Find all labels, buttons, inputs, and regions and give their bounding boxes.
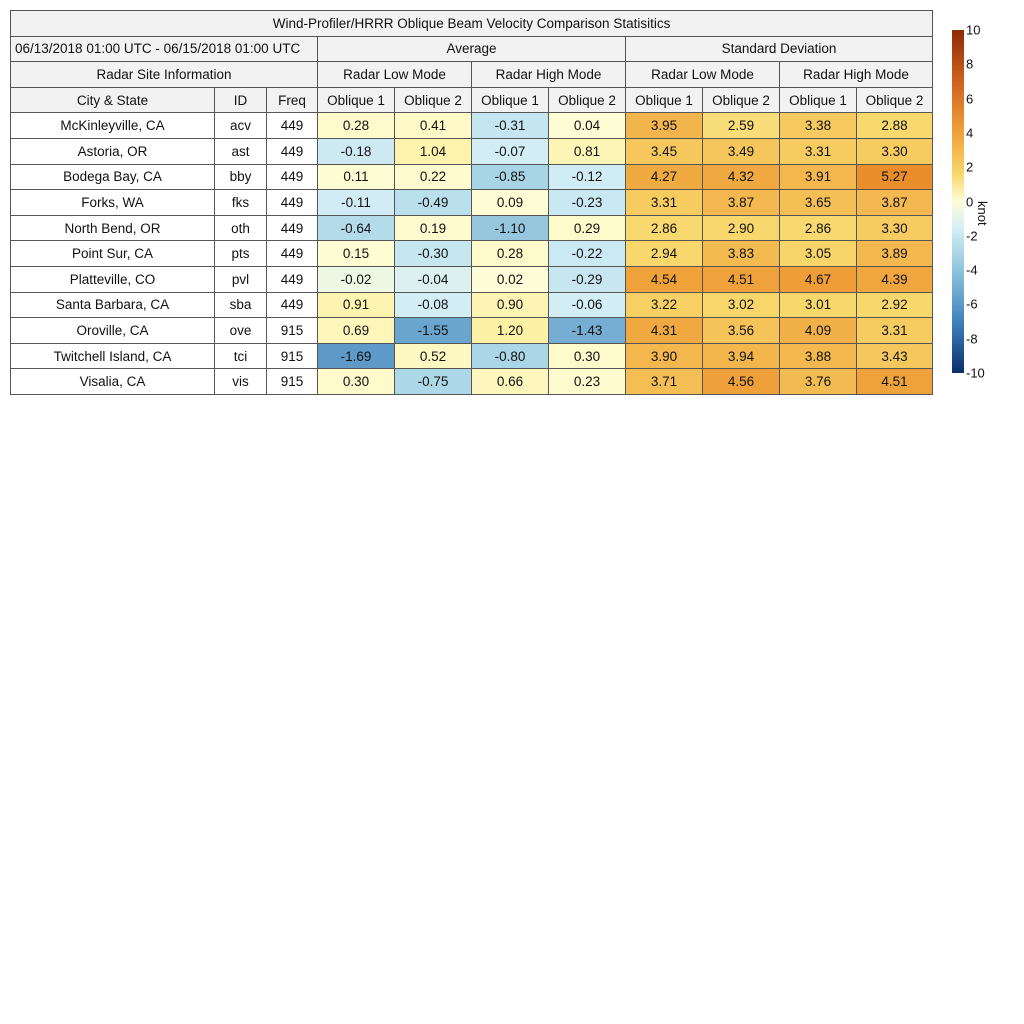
column-header-oblique: Oblique 2 [857, 87, 933, 113]
value-cell: 3.49 [703, 138, 780, 164]
column-header-city: City & State [11, 87, 215, 113]
id-cell: sba [215, 292, 267, 318]
column-header-freq: Freq [267, 87, 318, 113]
value-cell: 0.15 [318, 241, 395, 267]
value-cell: 0.28 [472, 241, 549, 267]
value-cell: 0.19 [395, 215, 472, 241]
value-cell: 1.04 [395, 138, 472, 164]
value-cell: 0.28 [318, 113, 395, 139]
freq-cell: 449 [267, 164, 318, 190]
colorbar-tick: -2 [966, 228, 978, 244]
column-header-oblique: Oblique 1 [318, 87, 395, 113]
colorbar-tick: 4 [966, 125, 974, 141]
avg-low-mode-header: Radar Low Mode [318, 62, 472, 88]
table-row [11, 113, 933, 139]
freq-cell: 449 [267, 292, 318, 318]
value-cell: 2.92 [857, 292, 933, 318]
value-cell: 3.45 [626, 138, 703, 164]
value-cell: 0.09 [472, 190, 549, 216]
value-cell: 3.88 [780, 343, 857, 369]
table-row [11, 318, 933, 344]
value-cell: 3.56 [703, 318, 780, 344]
value-cell: -0.85 [472, 164, 549, 190]
value-cell: 3.76 [780, 369, 857, 395]
value-cell: 2.86 [626, 215, 703, 241]
value-cell: 0.30 [318, 369, 395, 395]
value-cell: 4.31 [626, 318, 703, 344]
value-cell: 3.22 [626, 292, 703, 318]
value-cell: 3.02 [703, 292, 780, 318]
value-cell: -0.23 [549, 190, 626, 216]
colorbar-tick: -6 [966, 296, 978, 312]
value-cell: 3.83 [703, 241, 780, 267]
city-cell: Forks, WA [11, 190, 215, 216]
table-row [11, 266, 933, 292]
city-cell: Point Sur, CA [11, 241, 215, 267]
value-cell: 3.89 [857, 241, 933, 267]
value-cell: -0.06 [549, 292, 626, 318]
freq-cell: 449 [267, 190, 318, 216]
value-cell: 0.30 [549, 343, 626, 369]
value-cell: 3.87 [703, 190, 780, 216]
colorbar-gradient [952, 30, 964, 373]
value-cell: -1.10 [472, 215, 549, 241]
value-cell: 3.30 [857, 138, 933, 164]
value-cell: 2.94 [626, 241, 703, 267]
value-cell: -0.29 [549, 266, 626, 292]
city-cell: Platteville, CO [11, 266, 215, 292]
value-cell: 3.31 [626, 190, 703, 216]
colorbar-label: knot [975, 201, 990, 226]
value-cell: 0.29 [549, 215, 626, 241]
statistics-table [10, 10, 933, 395]
value-cell: 0.90 [472, 292, 549, 318]
freq-cell: 449 [267, 266, 318, 292]
id-cell: ast [215, 138, 267, 164]
id-cell: acv [215, 113, 267, 139]
column-header-oblique: Oblique 2 [395, 87, 472, 113]
std-low-mode-header: Radar Low Mode [626, 62, 780, 88]
value-cell: 4.39 [857, 266, 933, 292]
table-row [11, 369, 933, 395]
value-cell: -0.04 [395, 266, 472, 292]
value-cell: -0.80 [472, 343, 549, 369]
table-row [11, 292, 933, 318]
value-cell: -0.30 [395, 241, 472, 267]
average-header: Average [318, 36, 626, 62]
value-cell: 0.22 [395, 164, 472, 190]
value-cell: -0.49 [395, 190, 472, 216]
value-cell: -0.11 [318, 190, 395, 216]
colorbar-tick: -8 [966, 331, 978, 347]
city-cell: McKinleyville, CA [11, 113, 215, 139]
value-cell: -0.64 [318, 215, 395, 241]
value-cell: 2.88 [857, 113, 933, 139]
value-cell: 4.27 [626, 164, 703, 190]
table-row [11, 138, 933, 164]
table-row [11, 215, 933, 241]
value-cell: 0.66 [472, 369, 549, 395]
value-cell: 4.32 [703, 164, 780, 190]
avg-high-mode-header: Radar High Mode [472, 62, 626, 88]
column-header-oblique: Oblique 1 [472, 87, 549, 113]
freq-cell: 915 [267, 369, 318, 395]
value-cell: -1.69 [318, 343, 395, 369]
value-cell: -0.22 [549, 241, 626, 267]
freq-cell: 915 [267, 343, 318, 369]
id-cell: ove [215, 318, 267, 344]
table-body [11, 113, 933, 395]
city-cell: Astoria, OR [11, 138, 215, 164]
id-cell: tci [215, 343, 267, 369]
value-cell: 3.43 [857, 343, 933, 369]
id-cell: bby [215, 164, 267, 190]
colorbar-tick: 6 [966, 91, 974, 107]
value-cell: 3.05 [780, 241, 857, 267]
value-cell: 3.31 [857, 318, 933, 344]
city-cell: Oroville, CA [11, 318, 215, 344]
value-cell: 0.02 [472, 266, 549, 292]
value-cell: 0.81 [549, 138, 626, 164]
colorbar-tick: 2 [966, 159, 974, 175]
city-cell: Bodega Bay, CA [11, 164, 215, 190]
column-header-oblique: Oblique 2 [549, 87, 626, 113]
value-cell: 2.90 [703, 215, 780, 241]
value-cell: 2.86 [780, 215, 857, 241]
freq-cell: 449 [267, 113, 318, 139]
value-cell: 4.09 [780, 318, 857, 344]
date-range: 06/13/2018 01:00 UTC - 06/15/2018 01:00 UTC [11, 36, 318, 62]
value-cell: 4.51 [703, 266, 780, 292]
value-cell: 3.01 [780, 292, 857, 318]
table-row [11, 190, 933, 216]
value-cell: -0.08 [395, 292, 472, 318]
std-header: Standard Deviation [626, 36, 933, 62]
value-cell: 3.91 [780, 164, 857, 190]
site-info-header: Radar Site Information [11, 62, 318, 88]
id-cell: pts [215, 241, 267, 267]
value-cell: -0.31 [472, 113, 549, 139]
value-cell: -0.07 [472, 138, 549, 164]
value-cell: 4.51 [857, 369, 933, 395]
freq-cell: 449 [267, 215, 318, 241]
value-cell: 0.91 [318, 292, 395, 318]
value-cell: 4.56 [703, 369, 780, 395]
value-cell: 4.54 [626, 266, 703, 292]
city-cell: North Bend, OR [11, 215, 215, 241]
value-cell: -1.55 [395, 318, 472, 344]
value-cell: -0.18 [318, 138, 395, 164]
column-header-oblique: Oblique 1 [780, 87, 857, 113]
id-cell: fks [215, 190, 267, 216]
id-cell: oth [215, 215, 267, 241]
value-cell: 0.69 [318, 318, 395, 344]
value-cell: 3.87 [857, 190, 933, 216]
value-cell: 3.31 [780, 138, 857, 164]
table-row [11, 164, 933, 190]
value-cell: 0.41 [395, 113, 472, 139]
value-cell: 3.90 [626, 343, 703, 369]
colorbar-tick: 10 [966, 22, 981, 38]
value-cell: -0.12 [549, 164, 626, 190]
value-cell: 3.30 [857, 215, 933, 241]
value-cell: 3.95 [626, 113, 703, 139]
table-row [11, 343, 933, 369]
value-cell: 1.20 [472, 318, 549, 344]
value-cell: 0.52 [395, 343, 472, 369]
value-cell: 5.27 [857, 164, 933, 190]
value-cell: -0.75 [395, 369, 472, 395]
value-cell: -1.43 [549, 318, 626, 344]
colorbar-tick: -4 [966, 262, 978, 278]
std-high-mode-header: Radar High Mode [780, 62, 933, 88]
column-header-oblique: Oblique 2 [703, 87, 780, 113]
freq-cell: 449 [267, 138, 318, 164]
value-cell: 0.11 [318, 164, 395, 190]
city-cell: Visalia, CA [11, 369, 215, 395]
freq-cell: 449 [267, 241, 318, 267]
freq-cell: 915 [267, 318, 318, 344]
value-cell: 3.65 [780, 190, 857, 216]
id-cell: vis [215, 369, 267, 395]
table-row [11, 241, 933, 267]
value-cell: 3.71 [626, 369, 703, 395]
value-cell: 3.38 [780, 113, 857, 139]
value-cell: 4.67 [780, 266, 857, 292]
column-header-id: ID [215, 87, 267, 113]
colorbar-tick: 0 [966, 194, 974, 209]
value-cell: 0.04 [549, 113, 626, 139]
colorbar-tick: -10 [966, 365, 985, 381]
column-header-oblique: Oblique 1 [626, 87, 703, 113]
table-title: Wind-Profiler/HRRR Oblique Beam Velocity Comparison Statisitics [11, 11, 933, 37]
value-cell: 2.59 [703, 113, 780, 139]
colorbar-tick: 8 [966, 56, 974, 72]
city-cell: Twitchell Island, CA [11, 343, 215, 369]
value-cell: -0.02 [318, 266, 395, 292]
id-cell: pvl [215, 266, 267, 292]
value-cell: 3.94 [703, 343, 780, 369]
value-cell: 0.23 [549, 369, 626, 395]
city-cell: Santa Barbara, CA [11, 292, 215, 318]
